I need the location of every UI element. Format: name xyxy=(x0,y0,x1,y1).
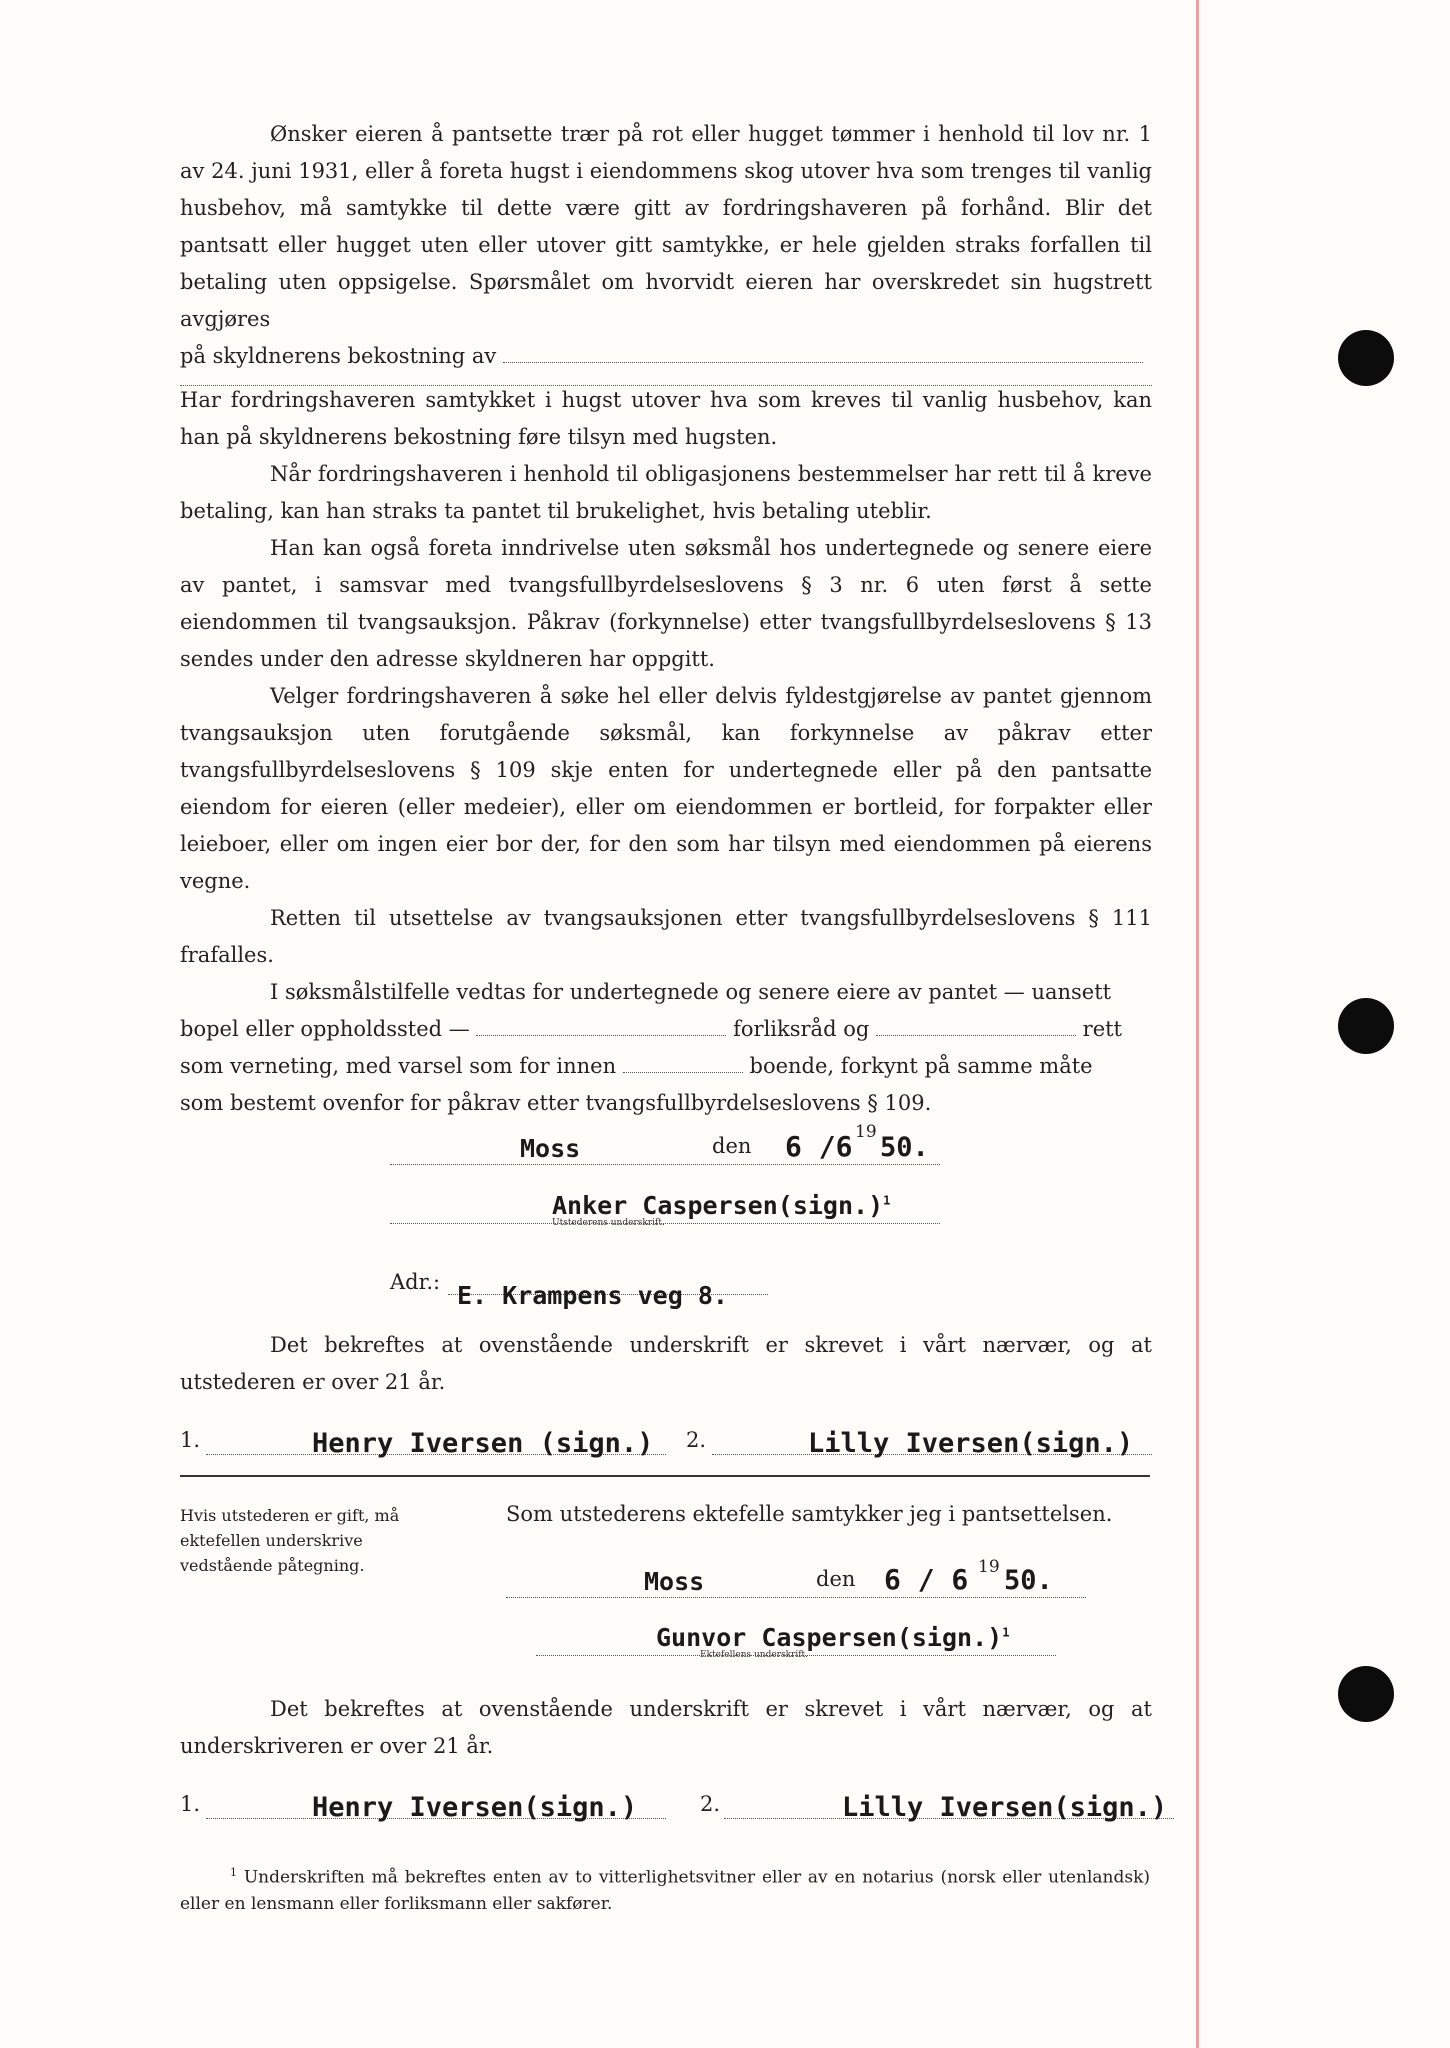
witness-number: 2. xyxy=(700,1792,721,1816)
paragraph-betaling: Når fordringshaveren i henhold til obligasjonens bestemmelser har rett til å kreve betaling, kan han straks ta pantet til brukelighet, hvis betaling uteblir. xyxy=(180,462,1152,523)
footnote-text: Underskriften må bekreftes enten av to vitterlighetsvitner eller av en notarius (norsk eller utenlandsk) eller en lensmann eller forliksmann eller sakfører. xyxy=(180,1867,1151,1914)
fill-line xyxy=(503,362,1143,363)
section-divider xyxy=(180,1475,1150,1477)
date-label: den xyxy=(712,1134,752,1158)
year-prefix: 19 xyxy=(855,1122,877,1142)
spouse-name-text: Gunvor Caspersen(sign.) xyxy=(656,1623,1003,1652)
signature-date: 6 /6 xyxy=(785,1130,853,1163)
year-prefix: 19 xyxy=(978,1557,1000,1577)
spouse-note: Hvis utstederen er gift, må ektefellen underskrive vedstående påtegning. xyxy=(180,1506,400,1575)
witness-name: Lilly Iversen(sign.) xyxy=(842,1792,1168,1823)
witness-name: Lilly Iversen(sign.) xyxy=(808,1428,1134,1459)
fill-line xyxy=(476,1035,726,1036)
address-label: Adr.: xyxy=(390,1270,441,1294)
footnote-ref: 1 xyxy=(883,1193,891,1208)
fill-line xyxy=(876,1035,1076,1036)
spouse-date: 6 / 6 xyxy=(884,1563,969,1596)
spouse-place: Moss xyxy=(644,1567,705,1596)
signature-name xyxy=(552,1191,890,1220)
footnote-mark: 1 xyxy=(230,1866,237,1879)
paragraph-hugst xyxy=(180,116,1152,386)
signature-line xyxy=(390,1193,940,1224)
witness-number: 1. xyxy=(180,1792,201,1816)
spouse-caption: Ektefellens underskrift. xyxy=(700,1650,809,1660)
punch-hole xyxy=(1338,330,1394,386)
paragraph-text: Ønsker eieren å pantsette trær på rot eller hugget tømmer i henhold til lov nr. 1 av 24. juni 1931, eller å foreta hugst i eiendommens skog utover hva som trenges til vanlig husbehov, må samtykke til dette være gitt av fordringshaveren på forhånd. Blir det pantsatt eller hugget uten eller utover gitt samtykke, er hele gjelden straks forfallen til betaling uten oppsigelse. Spørsmålet om hvorvidt eieren har overskredet sin hugstrett avgjøres xyxy=(180,122,1152,331)
venue-text: bopel eller oppholdssted — xyxy=(180,1017,470,1041)
witness-name: Henry Iversen(sign.) xyxy=(312,1792,638,1823)
footnote xyxy=(180,1860,1150,1917)
footnote-ref: 1 xyxy=(1002,1625,1010,1640)
spouse-year: 50. xyxy=(1004,1565,1053,1596)
paragraph-utsettelse: Retten til utsettelse av tvangsauksjonen etter tvangsfullbyrdelseslovens § 111 frafalles. xyxy=(180,906,1152,967)
spouse-signature xyxy=(656,1623,1009,1652)
paragraph-tilsyn: Har fordringshaveren samtykket i hugst utover hva som kreves til vanlig husbehov, kan han på skyldnerens bekostning føre tilsyn med hugsten. xyxy=(180,388,1152,449)
place-date-line xyxy=(390,1122,940,1165)
witness-number: 2. xyxy=(686,1428,707,1452)
margin-line xyxy=(1196,0,1199,2048)
paragraph-soksmal: I søksmålstilfelle vedtas for undertegnede og senere eiere av pantet — uansett xyxy=(270,980,1112,1004)
paragraph-line xyxy=(180,338,1152,375)
venue-text: boende, forkynt på samme måte xyxy=(749,1054,1093,1078)
paragraph-tvangsauksjon: Velger fordringshaveren å søke hel eller delvis fyldestgjørelse av pantet gjennom tvangsauksjon uten forutgående søksmål, kan forkynnelse av påkrav etter tvangsfullbyrdelseslovens § 109 skje enten for undertegnede eller på den pantsatte eiendom for eieren (eller medeier), eller om eiendommen er bortleid, for forpakter eller leieboer, eller om ingen eier bor der, for den som har tilsyn med eiendommen på eierens vegne. xyxy=(180,684,1152,893)
signature-caption: Utstederens underskrift. xyxy=(552,1218,665,1228)
venue-text: som verneting, xyxy=(180,1054,340,1078)
venue-line-1 xyxy=(180,1011,1152,1048)
witness-statement: Det bekreftes at ovenstående underskrift er skrevet i vårt nærvær, og at underskriveren er over 21 år. xyxy=(180,1697,1152,1758)
signature-name-text: Anker Caspersen(sign.) xyxy=(552,1191,884,1220)
signature-place: Moss xyxy=(520,1134,581,1163)
witness-number: 1. xyxy=(180,1428,201,1452)
address-value: E. Krampens veg 8. xyxy=(457,1281,728,1310)
venue-text: med varsel som for innen xyxy=(345,1054,617,1078)
punch-hole xyxy=(1338,998,1394,1054)
venue-text: forliksråd og xyxy=(733,1017,870,1041)
paragraph-inndrivelse: Han kan også foreta inndrivelse uten søksmål hos undertegnede og senere eiere av pantet, i samsvar med tvangsfullbyrdelseslovens § 3 nr. 6 uten først å sette eiendommen til tvangsauksjon. Påkrav (forkynnelse) etter tvangsfullbyrdelseslovens § 13 sendes under den adresse skyldneren har oppgitt. xyxy=(180,536,1152,671)
witness-name: Henry Iversen (sign.) xyxy=(312,1428,654,1459)
paragraph-end-text: på skyldnerens bekostning av xyxy=(180,344,497,368)
date-label: den xyxy=(816,1567,856,1591)
signature-year: 50. xyxy=(880,1132,929,1163)
spouse-consent: Som utstederens ektefelle samtykker jeg i pantsettelsen. xyxy=(506,1502,1113,1526)
venue-text: som bestemt ovenfor for påkrav etter tvangsfullbyrdelseslovens § 109. xyxy=(180,1091,932,1115)
witness-statement: Det bekreftes at ovenstående underskrift er skrevet i vårt nærvær, og at utstederen er over 21 år. xyxy=(180,1333,1152,1394)
punch-hole xyxy=(1338,1666,1394,1722)
paragraph-block xyxy=(180,382,1152,1122)
place-date-line xyxy=(506,1557,1086,1598)
venue-line-2 xyxy=(180,1048,1152,1085)
fill-line xyxy=(623,1072,743,1073)
venue-text: rett xyxy=(1082,1017,1123,1041)
